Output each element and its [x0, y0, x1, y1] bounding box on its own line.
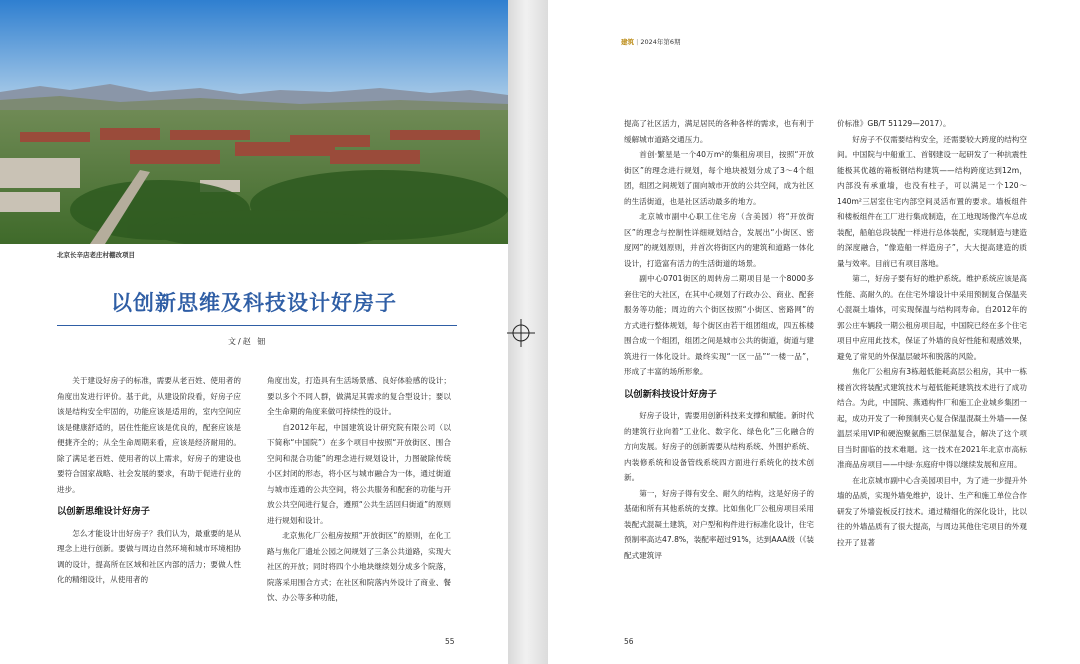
paragraph: 自2012年起，中国建筑设计研究院有限公司（以下简称“中国院”）在多个项目中按照“开放街区、围合空间和混合功能”的理念进行规划设计，力图破除传统小区封闭的形态，将小区与城市融合为一体，通过街道与城市连通的公共空间，将公共服务和配套的功能与开放公共空间进行复合，遵照“公共生活回归街道”的原则进行规划和设计。: [267, 422, 451, 525]
paragraph: 好房子设计，需要用创新科技来支撑和赋能。新时代的建筑行业向着“工业化、数字化、绿色化”三化融合的方向发展。好房子的创新需要从结构系统、外围护系统、内装修系统和设备管线系统四方面进行系统化的技术创新。: [624, 411, 814, 482]
left-page: [0, 0, 508, 664]
author-byline: 文/赵 钿: [228, 337, 268, 346]
magazine-name: 建筑: [621, 38, 634, 46]
paragraph: 价标准》GB/T 51129—2017）。: [837, 119, 951, 128]
section-heading: 以创新科技设计好房子: [624, 388, 717, 400]
article-title: 以创新思维及科技设计好房子: [111, 291, 397, 315]
page-number: 55: [445, 637, 455, 646]
paragraph: 提高了社区活力，满足居民的各种各样的需求，也有利于缓解城市道路交通压力。: [624, 119, 814, 144]
title-divider: [57, 325, 457, 326]
right-page: [548, 0, 1080, 664]
paragraph: 第一，好房子得有安全、耐久的结构，这是好房子的基础和所有其他系统的支撑。比如焦化厂公租房项目采用装配式混凝土建筑，对户型和构件进行标准化设计，住宅预制率高达47.8%，装配率超过91%，达到AAA级（《装配式建筑评: [624, 488, 814, 560]
paragraph: 首创·繁星是一个40万m²的集租房项目，按照“开放街区”的理念进行规划，每个地块被划分成了3～4个组团，组团之间规划了面向城市开放的公共空间，成为社区的生活街道，也是社区活动最多的地方。: [624, 150, 814, 206]
issue-label: 2024年第6期: [640, 38, 681, 46]
paragraph: 角度出发，打造具有生活场景感、良好体验感的设计；要以多个不同人群，做满足其需求的复合型设计；要以全生命期的角度来做可持续性的设计。: [267, 376, 451, 416]
paragraph: 副中心0701街区的周转房二期项目是一个8000多套住宅的大社区，在其中心规划了行政办公、商业、配套服务等功能；周边的六个街区按照“小街区、密路网”的方式进行整体规划，每个街区由若干组团组成，四五栋楼围合成一个组团，组团之间是城市公共的街道，街道与建筑进行一体化设计。最终实现“一区一品”“一楼一品”，形成了丰富的场所形象。: [624, 274, 814, 376]
section-heading: 以创新思维设计好房子: [57, 506, 150, 517]
registration-mark-icon: [507, 319, 535, 347]
paragraph: 第二，好房子要有好的维护系统。维护系统应该是高性能、高耐久的。在住宅外墙设计中采用预制复合保温夹心混凝土墙体，可实现保温与结构同寿命。自2012年的郭公庄车辆段一期公租房项目起，中国院已经在多个住宅项目中应用此技术，保证了外墙的良好性能和观感效果，避免了常见的外保温层破坏和脱落的风险。: [837, 274, 1027, 361]
right-column-2: [837, 116, 1027, 550]
paragraph: 焦化厂公租房有3栋超低能耗高层公租房，其中一栋楼首次将装配式建筑技术与超低能耗建筑技术进行了成功结合。为此，中国院、燕通构件厂和施工企业城乡集团一起，成功开发了一种预制夹心复合保温混凝土外墙——保温层采用VIP和硬泡聚氨酯三层保温复合，解决了这个项目当时面临的技术难题。这一技术在2021年北京市高标准商品房项目——中绿·东庭府中得以继续发展和应用。: [837, 367, 1027, 469]
right-column-1: [624, 116, 814, 563]
paragraph: 关于建设好房子的标准，需要从老百姓、使用者的角度出发进行评价。基于此，从建设阶段看，好房子应该是结构安全牢固的，功能应该是适用的，室内空间应该是健康舒适的，居住性能应该是优良的，配套应该是便捷齐全的；从全生命周期来看，应该是经济耐用的。除了满足老百姓、使用者的以上需求，好房子的建设也要符合国家战略、社会发展的要求，有助于促进行业的进步。: [57, 376, 241, 494]
paragraph: 好房子不仅需要结构安全，还需要较大跨度的结构空间。中国院与中船重工、首钢建设一起研发了一种抗震性能极其优越的箱板钢结构建筑——结构跨度达到12m，内部没有承重墙，也没有柱子，可以满足一个120～140m²三居室住宅内部空间灵活布置的要求。墙板组件和楼板组件在工厂进行集成制造，在工地现场像汽车总成装配，船舶总段装配一样进行总体装配，实现制造与建造的深度融合，“像造船一样造房子”，大大提高建造的质量与效率。目前已有项目落地。: [837, 134, 1027, 268]
left-column-1: [57, 373, 241, 588]
aerial-photo: [0, 0, 508, 244]
paragraph: 怎么才能设计出好房子？我们认为，最重要的是从理念上进行创新。要做与周边自然环境和城市环境相协调的设计，提高所在区域和社区内部的活力；要做人性化的精细设计，从使用者的: [57, 528, 241, 584]
paragraph: 北京城市副中心职工住宅房（含美园）将“开放街区”的理念与控制性详细规划结合，发展出“小街区、密度网”的规划原则，并首次将街区内的建筑和道路一体化设计，打造富有活力的生活街道的场景。: [624, 212, 814, 268]
aerial-photo-drawing: [0, 0, 508, 244]
page-number: 56: [624, 637, 634, 646]
photo-caption: 北京长辛店老庄村棚改项目: [57, 251, 135, 259]
paragraph: 在北京城市副中心含美园项目中，为了进一步提升外墙的品质，实现外墙免维护，设计、生产和施工单位合作研发了外墙瓷板反打技术。通过精细化的深化设计，比以往的外墙品质有了很大提高，与周边其他住宅项目的外观拉开了显著: [837, 475, 1027, 547]
left-column-2: [267, 373, 451, 606]
paragraph: 北京焦化厂公租房按照“开放街区”的原则，在化工路与焦化厂遗址公园之间规划了三条公共道路，实现大社区的开放；同时将四个小地块继续划分成多个院落，院落采用围合方式；在社区和院落内外设计了商业、餐饮、办公等多种功能，: [267, 531, 451, 602]
running-header: 建筑 | 2024年第6期: [621, 38, 681, 46]
